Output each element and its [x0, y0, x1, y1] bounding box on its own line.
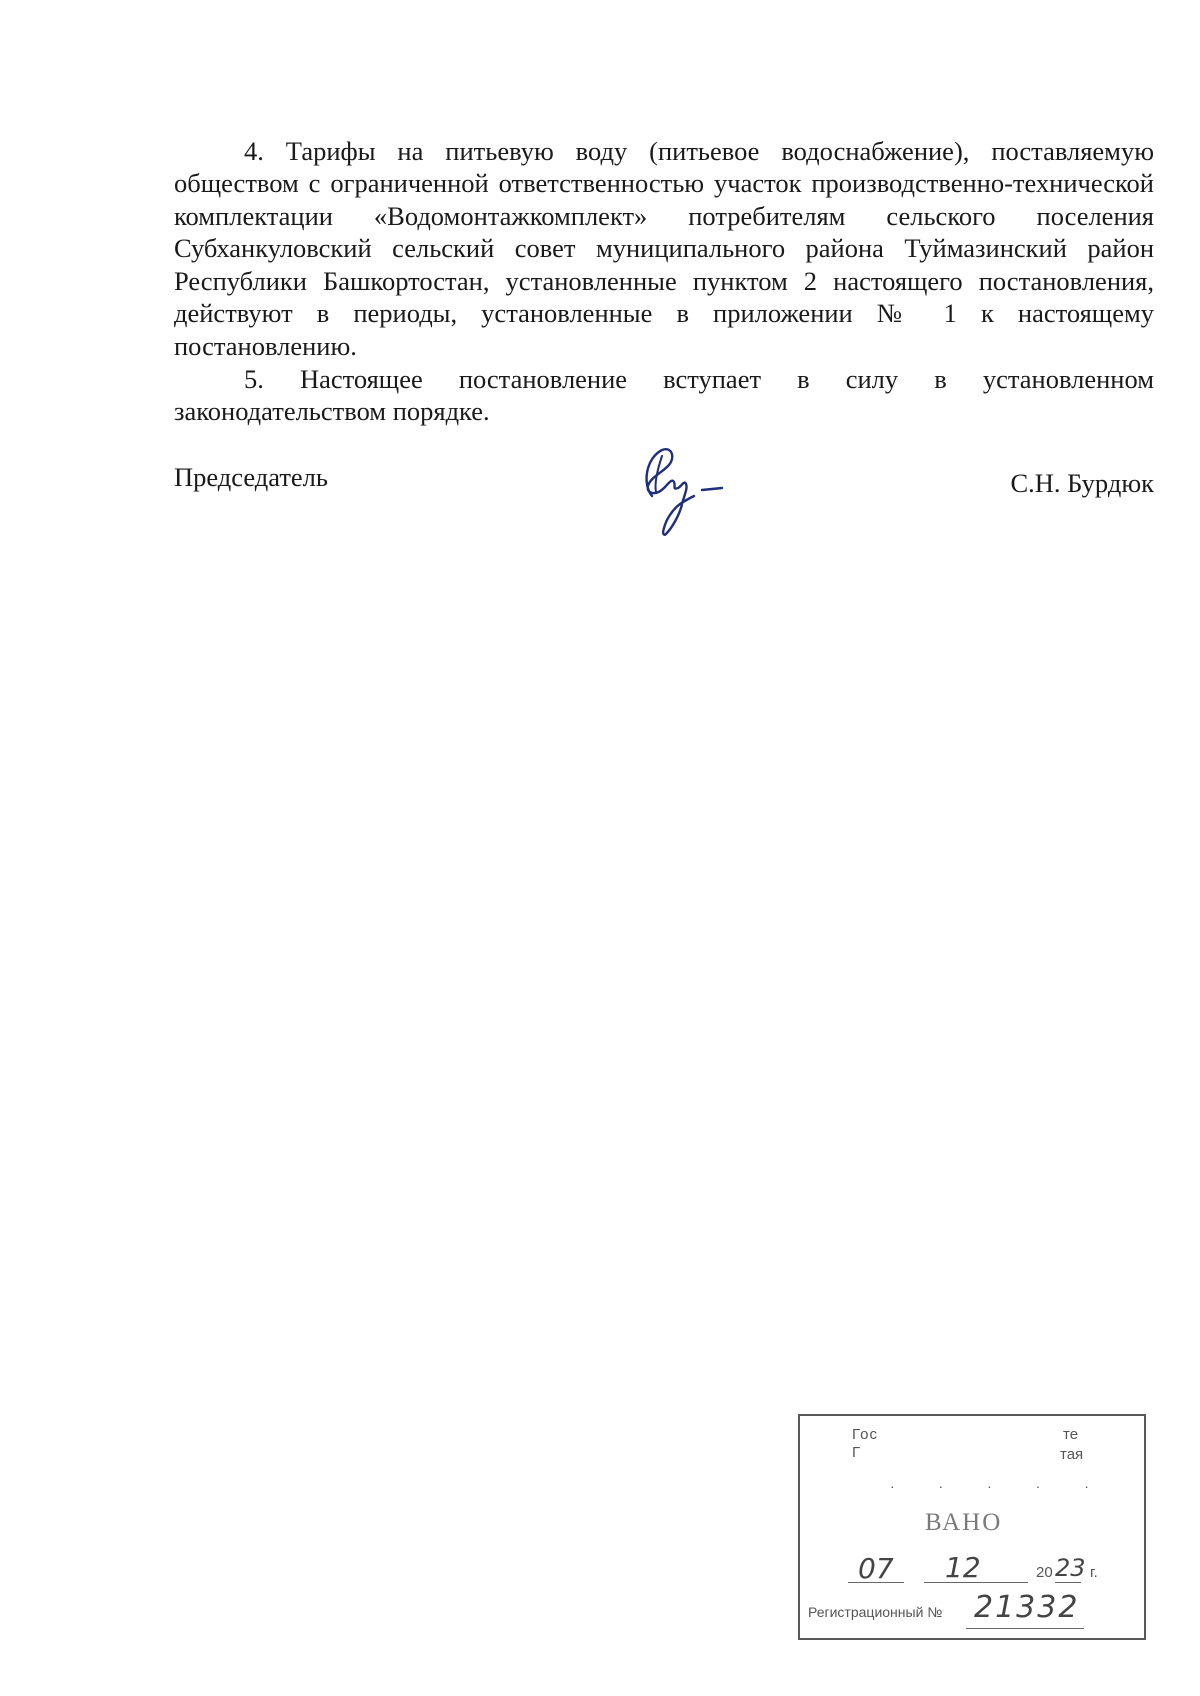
stamp-day: 07	[858, 1552, 894, 1585]
signer-name: С.Н. Бурдюк	[1010, 468, 1154, 498]
stamp-year-unit: г.	[1090, 1564, 1098, 1581]
stamp-line2-right: тая	[1060, 1446, 1084, 1463]
stamp-month-underline	[924, 1582, 1028, 1583]
stamp-year-underline	[1055, 1582, 1081, 1583]
stamp-line1-left: Гос	[852, 1426, 878, 1443]
paragraph-4: 4. Тарифы на питьевую воду (питьевое водоснабжение), поставляемую обществом с ограниченной ответственностью участок производственно-технической комплектации «Водомонтажкомплект» потребителям сельского поселения Субханкуловский сельский совет муниципального района Туймазинский район Республики Башкортостан, установленные пунктом 2 настоящего постановления, действуют в периоды, установленные в приложении № 1 к настоящему постановлению.	[174, 135, 1154, 361]
stamp-day-underline	[848, 1582, 904, 1583]
stamp-registration-label: Регистрационный №	[808, 1604, 943, 1620]
stamp-registration-underline	[966, 1628, 1084, 1629]
stamp-dots: · · · · ·	[890, 1478, 1109, 1494]
stamp-status: ВАНО	[925, 1509, 1003, 1536]
stamp-line1-right: те	[1063, 1426, 1079, 1443]
paragraph-5: 5. Настоящее постановление вступает в силу в установленном законодательством порядке.	[174, 363, 1154, 426]
stamp-year-suffix: 23	[1055, 1554, 1086, 1582]
stamp-line2-left: Г	[852, 1444, 861, 1461]
stamp-registration-number: 21332	[974, 1590, 1080, 1625]
signer-title: Председатель	[174, 462, 328, 492]
stamp-month: 12	[945, 1551, 981, 1584]
registration-stamp	[798, 1414, 1146, 1640]
signature-icon	[636, 438, 726, 540]
stamp-year-prefix: 20	[1036, 1564, 1053, 1581]
